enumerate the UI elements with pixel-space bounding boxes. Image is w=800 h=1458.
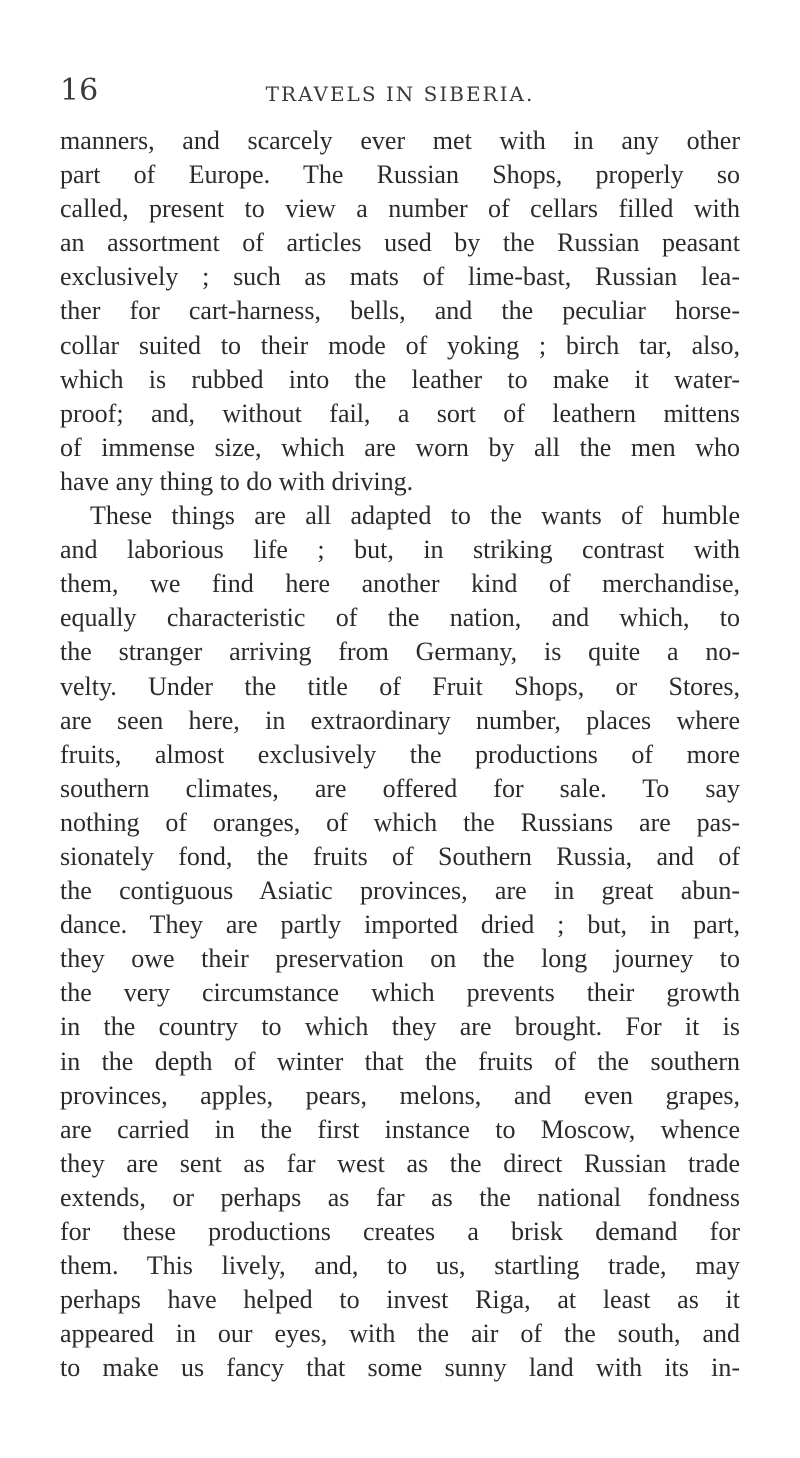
- text-line: in the country to which they are brought. For it is: [60, 1012, 740, 1042]
- body-text: [60, 124, 740, 1385]
- text-line: equally characteristic of the nation, and which, to: [60, 603, 740, 633]
- text-line: These things are all adapted to the wants of humble: [90, 501, 740, 531]
- text-line: for these productions creates a brisk demand for: [60, 1217, 740, 1246]
- text-line: nothing of oranges, of which the Russians are pas-: [60, 807, 740, 837]
- text-line: are seen here, in extraordinary number, places where: [60, 705, 740, 735]
- text-line: have any thing to do with driving.: [60, 466, 414, 496]
- text-line: part of Europe. The Russian Shops, properly so: [60, 160, 740, 190]
- text-line: collar suited to their mode of yoking ; birch tar, also,: [60, 330, 740, 360]
- text-line: sionately fond, the fruits of Southern Russia, and of: [60, 841, 740, 871]
- text-line: perhaps have helped to invest Riga, at least as it: [60, 1285, 740, 1315]
- text-line: the stranger arriving from Germany, is quite a no-: [60, 637, 740, 667]
- text-line: provinces, apples, pears, melons, and even grapes,: [60, 1080, 740, 1110]
- text-line: velty. Under the title of Fruit Shops, or Stores,: [60, 671, 740, 701]
- text-line: extends, or perhaps as far as the national fondness: [60, 1182, 740, 1212]
- text-line: proof; and, without fail, a sort of leathern mittens: [60, 398, 740, 428]
- text-line: manners, and scarcely ever met with in any other: [60, 126, 740, 155]
- text-line: they are sent as far west as the direct Russian trade: [60, 1148, 740, 1178]
- running-head: [60, 73, 740, 108]
- text-line: in the depth of winter that the fruits of the southern: [60, 1046, 740, 1076]
- text-line: which is rubbed into the leather to make it water-: [60, 364, 740, 394]
- text-line: them, we find here another kind of merchandise,: [60, 569, 740, 599]
- text-line: exclusively ; such as mats of lime-bast, Russian lea-: [60, 262, 740, 292]
- text-line: the contiguous Asiatic provinces, are in great abun-: [60, 876, 740, 906]
- text-line: southern climates, are offered for sale. To say: [60, 773, 740, 803]
- text-line: of immense size, which are worn by all the men who: [60, 432, 740, 462]
- text-line: ther for cart-harness, bells, and the peculiar horse-: [60, 296, 740, 326]
- page-number: 16: [60, 73, 99, 108]
- running-title: TRAVELS IN SIBERIA.: [265, 82, 535, 106]
- text-line: to make us fancy that some sunny land with its in-: [60, 1353, 740, 1383]
- text-line: and laborious life ; but, in striking contrast with: [60, 535, 740, 565]
- text-line: the very circumstance which prevents their growth: [60, 978, 740, 1008]
- text-line: are carried in the first instance to Moscow, whence: [60, 1114, 740, 1144]
- text-line: they owe their preservation on the long journey to: [60, 944, 740, 974]
- text-line: an assortment of articles used by the Russian peasant: [60, 228, 740, 258]
- text-line: fruits, almost exclusively the productions of more: [60, 739, 740, 769]
- text-line: dance. They are partly imported dried ; but, in part,: [60, 910, 740, 940]
- text-line: them. This lively, and, to us, startling trade, may: [60, 1251, 740, 1281]
- text-line: called, present to view a number of cellars filled with: [60, 194, 740, 224]
- text-line: appeared in our eyes, with the air of the south, and: [60, 1319, 740, 1349]
